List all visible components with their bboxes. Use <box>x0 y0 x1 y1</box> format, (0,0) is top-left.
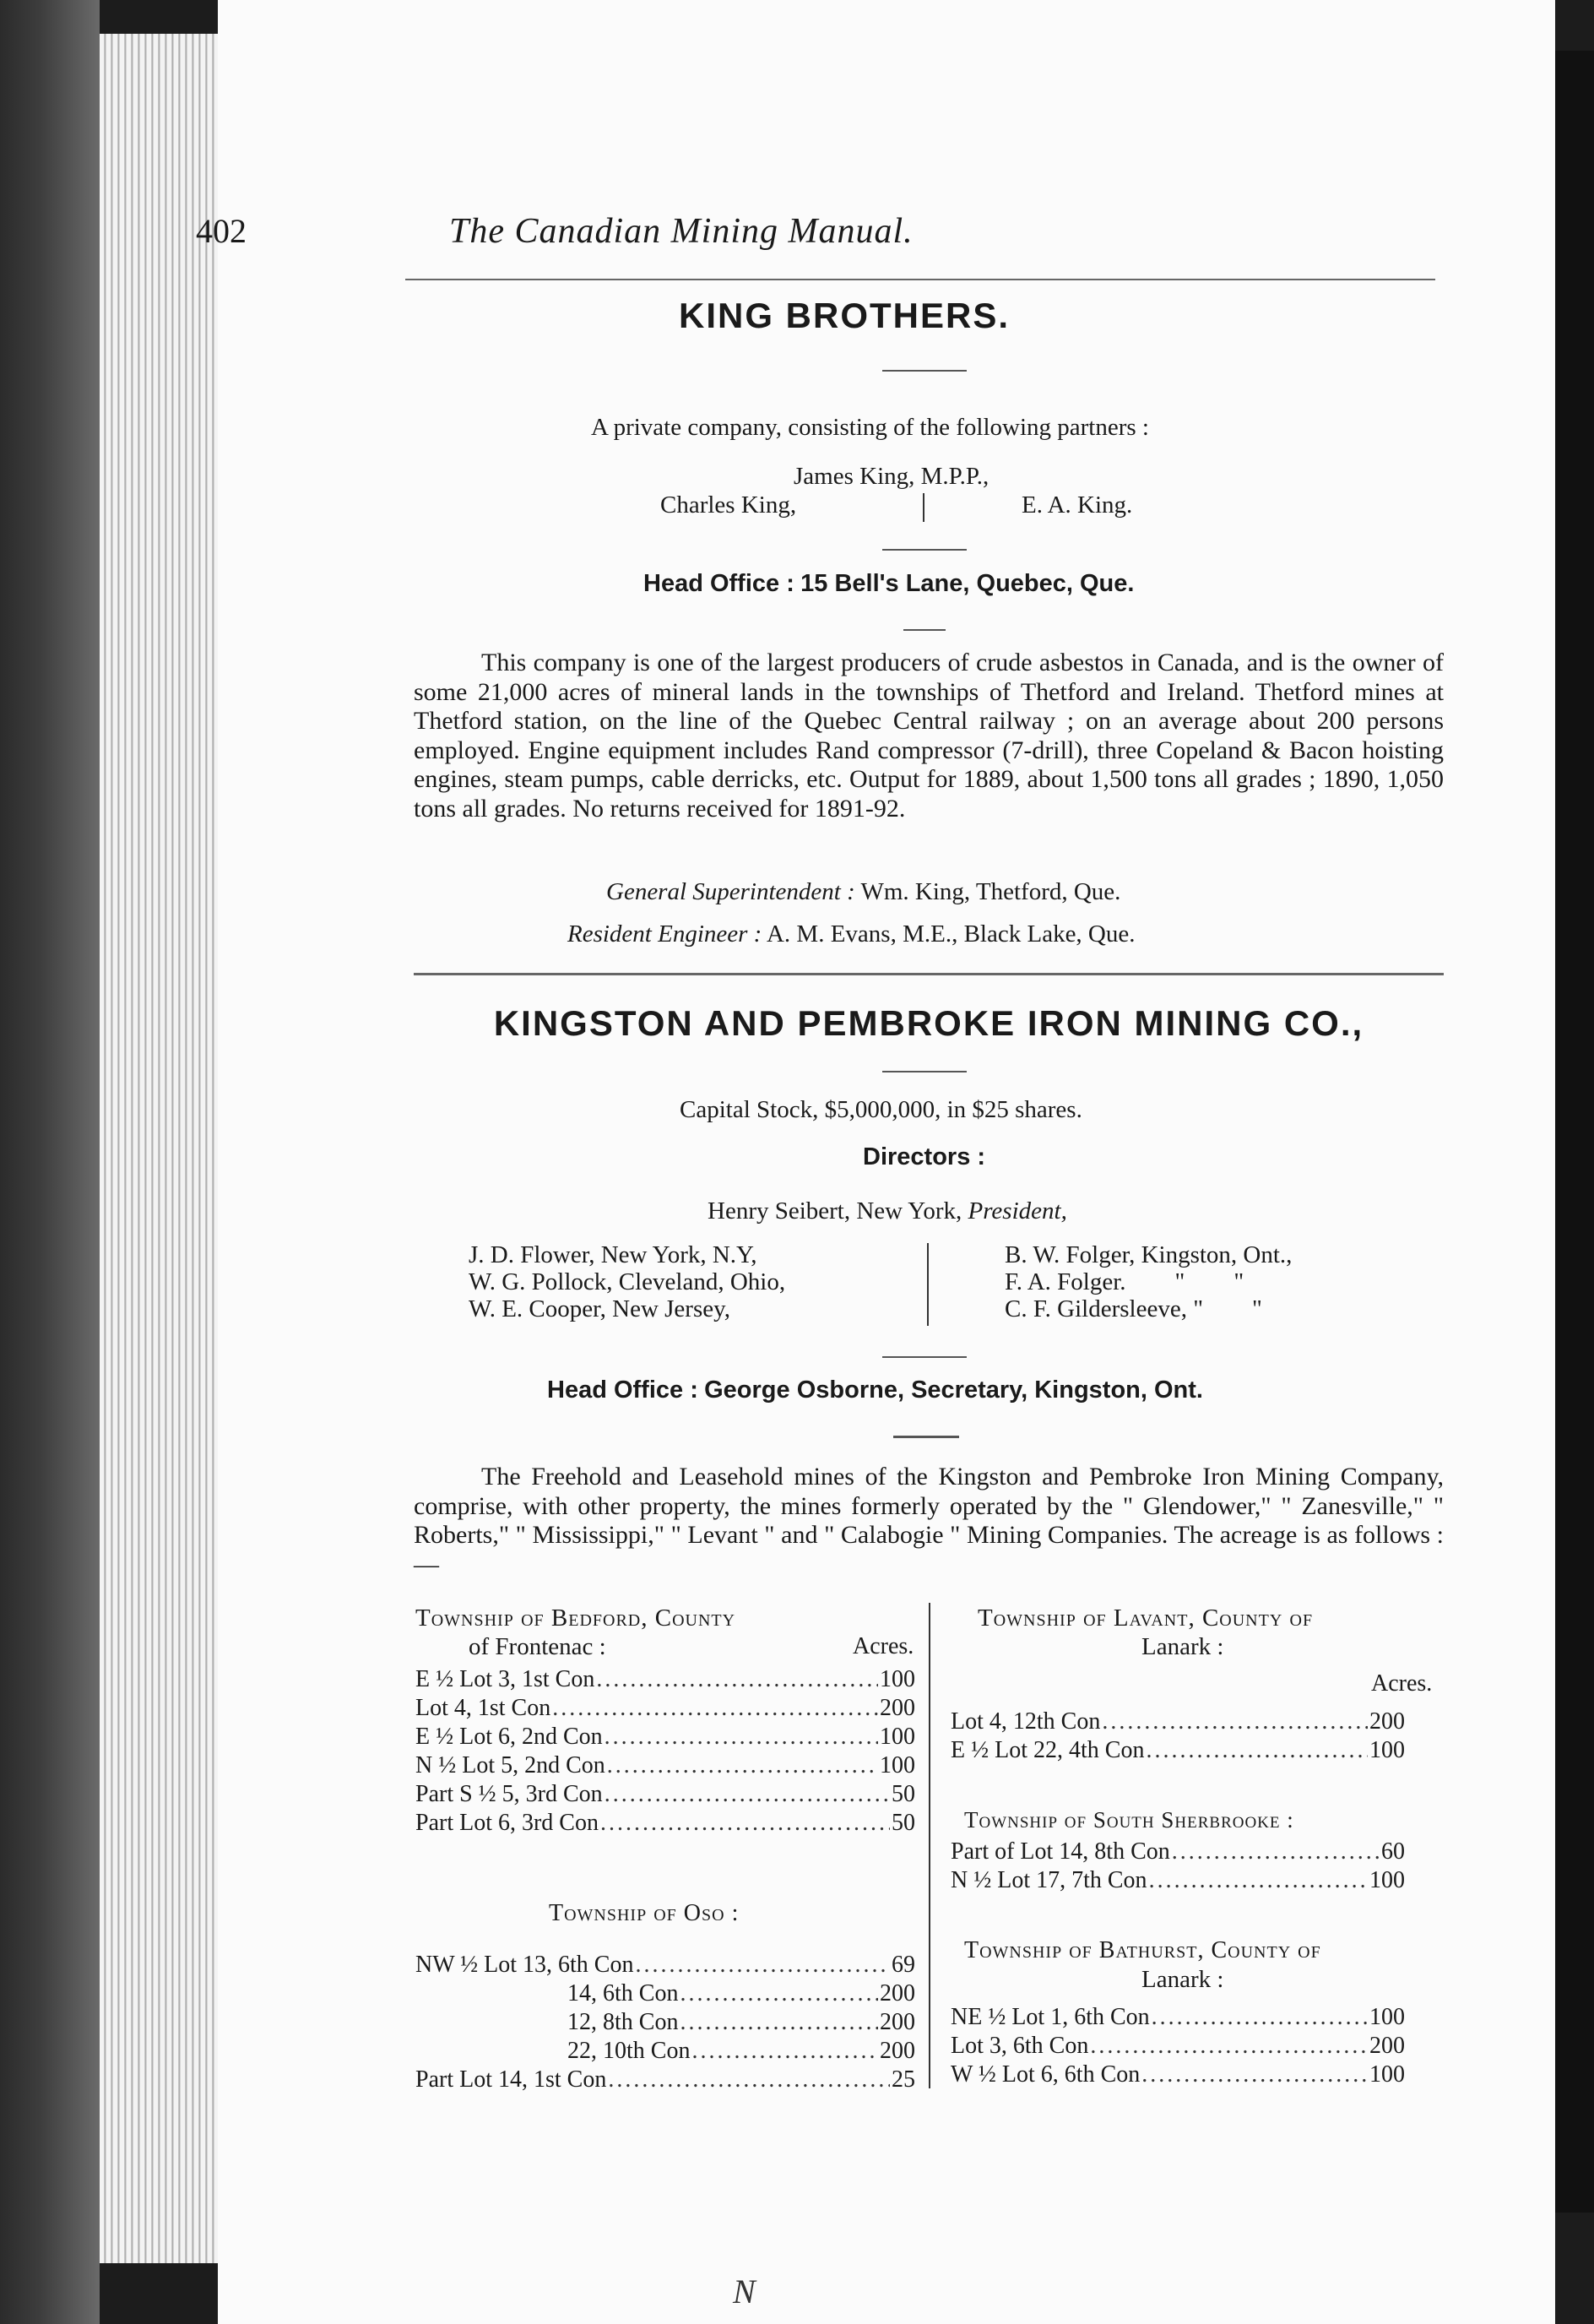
lot-label: Part S ½ 5, 3rd Con <box>415 1781 603 1807</box>
leader-dots <box>605 1723 878 1751</box>
director-left-2: W. G. Pollock, Cleveland, Ohio, <box>469 1268 786 1295</box>
head-office-label: Head Office : <box>547 1376 698 1404</box>
leader-dots <box>552 1694 878 1723</box>
list-item <box>415 2066 915 2094</box>
acres-value: 200 <box>880 1695 915 1721</box>
acreage-column-separator <box>929 1603 930 2088</box>
acres-value: 100 <box>880 1666 915 1692</box>
oso-heading: Township of Oso : <box>549 1900 740 1926</box>
acres-value: 50 <box>892 1810 915 1836</box>
lot-label: Lot 4, 12th Con <box>951 1708 1101 1735</box>
king-intro: A private company, consisting of the following partners : <box>591 414 1149 441</box>
list-item <box>951 2032 1405 2061</box>
acres-value: 60 <box>1381 1838 1405 1865</box>
list-item <box>951 1736 1405 1765</box>
king-partner-2: Charles King, <box>660 491 797 519</box>
list-item <box>951 2061 1405 2089</box>
acres-value: 25 <box>892 2066 915 2093</box>
lot-label: NE ½ Lot 1, 6th Con <box>951 2004 1150 2030</box>
section-divider <box>882 549 967 551</box>
lot-label: Part Lot 6, 3rd Con <box>415 1810 599 1836</box>
list-item <box>951 1866 1405 1895</box>
lot-label: 22, 10th Con <box>567 2038 691 2064</box>
leader-dots <box>596 1665 878 1694</box>
director-left-3: W. E. Cooper, New Jersey, <box>469 1295 730 1322</box>
kingston-description <box>414 1463 1444 1579</box>
acres-value: 50 <box>892 1781 915 1807</box>
bathurst-heading-1: Township of Bathurst, County of <box>964 1937 1321 1963</box>
kingston-title: KINGSTON AND PEMBROKE IRON MINING CO., <box>493 1003 1364 1043</box>
list-item <box>567 1979 915 2008</box>
list-item <box>415 1723 915 1751</box>
director-right-2: F. A. Folger. " " <box>1005 1268 1244 1295</box>
leader-dots <box>1141 2061 1368 2089</box>
bedford-heading-1: Township of Bedford, County <box>415 1605 736 1632</box>
king-description-text: This company is one of the largest producers of crude asbestos in Canada, and is the owner of some 21,000 acres of mineral lands in the townships of Thetford and Ireland. Thetford mines at Thetford station, on the line of the Quebec Central railway ; on an average about 200 persons employed. Engine equipment includes Rand compressor (7-drill), three Copeland & Bacon hoisting engines, steam pumps, cable derricks, etc. Output for 1889, about 1,500 tons all grades ; 1890, 1,050 tons all grades. No returns received for 1891-92. <box>414 649 1444 823</box>
superintendent-label: General Superintendent : <box>606 878 855 905</box>
leader-dots <box>607 1751 878 1780</box>
leader-dots <box>691 2037 878 2066</box>
president-title: President, <box>968 1197 1067 1224</box>
lavant-heading-1: Township of Lavant, County of <box>978 1605 1314 1632</box>
kingston-description-text: The Freehold and Leasehold mines of the Kingston and Pembroke Iron Mining Company, comprise, with other property, the mines formerly operated by the " Glendower," " Zanesville," " Roberts," " Mississippi," " Levant " and " Calabogie " Mining Companies. The acreage is as follows :— <box>414 1463 1444 1578</box>
king-partner-1: James King, M.P.P., <box>794 463 989 490</box>
lot-label: Lot 4, 1st Con <box>415 1695 551 1721</box>
leader-dots <box>635 1951 890 1979</box>
king-description <box>414 649 1444 823</box>
leader-dots <box>1172 1838 1380 1866</box>
section-divider <box>893 1436 959 1438</box>
director-right-1: B. W. Folger, Kingston, Ont., <box>1005 1241 1293 1268</box>
lot-label: 14, 6th Con <box>567 1980 679 2006</box>
list-item <box>415 1780 915 1809</box>
list-item <box>951 1708 1405 1736</box>
engineer-label: Resident Engineer : <box>567 920 762 948</box>
list-item <box>567 2037 915 2066</box>
leader-dots <box>680 2008 878 2037</box>
lot-label: N ½ Lot 17, 7th Con <box>951 1867 1147 1893</box>
leader-dots <box>1090 2032 1368 2061</box>
kingston-president <box>708 1197 1067 1225</box>
acres-value: 100 <box>880 1724 915 1750</box>
lot-label: E ½ Lot 22, 4th Con <box>951 1737 1145 1763</box>
acres-value: 100 <box>880 1752 915 1778</box>
acres-value: 69 <box>892 1952 915 1978</box>
head-office-value: 15 Bell's Lane, Quebec, Que. <box>800 570 1135 597</box>
acres-value: 100 <box>1369 1867 1405 1893</box>
partner-separator <box>923 493 924 522</box>
lot-label: W ½ Lot 6, 6th Con <box>951 2061 1141 2088</box>
acres-value: 200 <box>1369 1708 1405 1735</box>
section-divider <box>882 370 967 372</box>
lot-label: NW ½ Lot 13, 6th Con <box>415 1952 634 1978</box>
section-divider <box>903 629 946 631</box>
lot-label: Part Lot 14, 1st Con <box>415 2066 607 2093</box>
bedford-acres-label: Acres. <box>853 1633 914 1659</box>
king-engineer <box>567 920 1136 948</box>
lot-label: E ½ Lot 6, 2nd Con <box>415 1724 603 1750</box>
leader-dots <box>1102 1708 1368 1736</box>
lavant-acres-label: Acres. <box>1371 1670 1433 1697</box>
head-office-value: George Osborne, Secretary, Kingston, Ont. <box>704 1376 1203 1404</box>
list-item <box>415 1809 915 1838</box>
section-divider <box>882 1071 967 1072</box>
superintendent-value: Wm. King, Thetford, Que. <box>860 878 1121 905</box>
bathurst-heading-2: Lanark : <box>1141 1966 1224 1993</box>
acres-value: 200 <box>880 1980 915 2006</box>
acres-value: 200 <box>880 2038 915 2064</box>
acres-value: 200 <box>880 2009 915 2035</box>
leader-dots <box>600 1809 890 1838</box>
leader-dots <box>1152 2003 1368 2032</box>
list-item <box>567 2008 915 2037</box>
south-sherbrooke-heading: Township of South Sherbrooke : <box>964 1807 1294 1833</box>
bedford-heading-2: of Frontenac : <box>469 1633 606 1660</box>
head-office-label: Head Office : <box>643 570 794 597</box>
list-item <box>951 2003 1405 2032</box>
leader-dots <box>1149 1866 1368 1895</box>
scanner-background-left <box>0 0 100 2324</box>
king-head-office <box>643 570 1134 598</box>
acres-value: 100 <box>1369 2061 1405 2088</box>
list-item <box>415 1694 915 1723</box>
book-page-edges <box>100 34 218 2263</box>
engineer-value: A. M. Evans, M.E., Black Lake, Que. <box>766 920 1136 948</box>
acres-value: 100 <box>1369 1737 1405 1763</box>
header-rule <box>405 279 1435 280</box>
acres-value: 200 <box>1369 2033 1405 2059</box>
acres-value: 100 <box>1369 2004 1405 2030</box>
directors-heading: Directors : <box>863 1143 986 1170</box>
kingston-head-office <box>547 1376 1203 1404</box>
director-right-3: C. F. Gildersleeve, " " <box>1005 1295 1262 1322</box>
lot-label: Part of Lot 14, 8th Con <box>951 1838 1170 1865</box>
lavant-heading-2: Lanark : <box>1141 1633 1224 1660</box>
footer-mark: N <box>733 2272 756 2310</box>
king-partner-3: E. A. King. <box>1022 491 1133 519</box>
section-rule <box>414 973 1444 975</box>
king-superintendent <box>606 878 1120 906</box>
lot-label: N ½ Lot 5, 2nd Con <box>415 1752 605 1778</box>
kingston-capital: Capital Stock, $5,000,000, in $25 shares. <box>680 1096 1082 1123</box>
page-number: 402 <box>196 212 247 250</box>
leader-dots <box>608 2066 890 2094</box>
director-left-1: J. D. Flower, New York, N.Y, <box>469 1241 757 1268</box>
list-item <box>951 1838 1405 1866</box>
running-head <box>196 211 1192 262</box>
leader-dots <box>605 1780 890 1809</box>
section-divider <box>882 1356 967 1358</box>
scanner-background-right <box>1555 51 1594 2213</box>
leader-dots <box>1146 1736 1368 1765</box>
lot-label: E ½ Lot 3, 1st Con <box>415 1666 595 1692</box>
lot-label: 12, 8th Con <box>567 2009 679 2035</box>
list-item <box>415 1751 915 1780</box>
running-title: The Canadian Mining Manual. <box>449 212 914 251</box>
list-item <box>415 1951 915 1979</box>
president-name: Henry Seibert, New York, <box>708 1197 962 1224</box>
leader-dots <box>680 1979 878 2008</box>
king-brothers-title: KING BROTHERS. <box>678 296 1010 335</box>
list-item <box>415 1665 915 1694</box>
directors-separator <box>927 1243 929 1326</box>
lot-label: Lot 3, 6th Con <box>951 2033 1089 2059</box>
